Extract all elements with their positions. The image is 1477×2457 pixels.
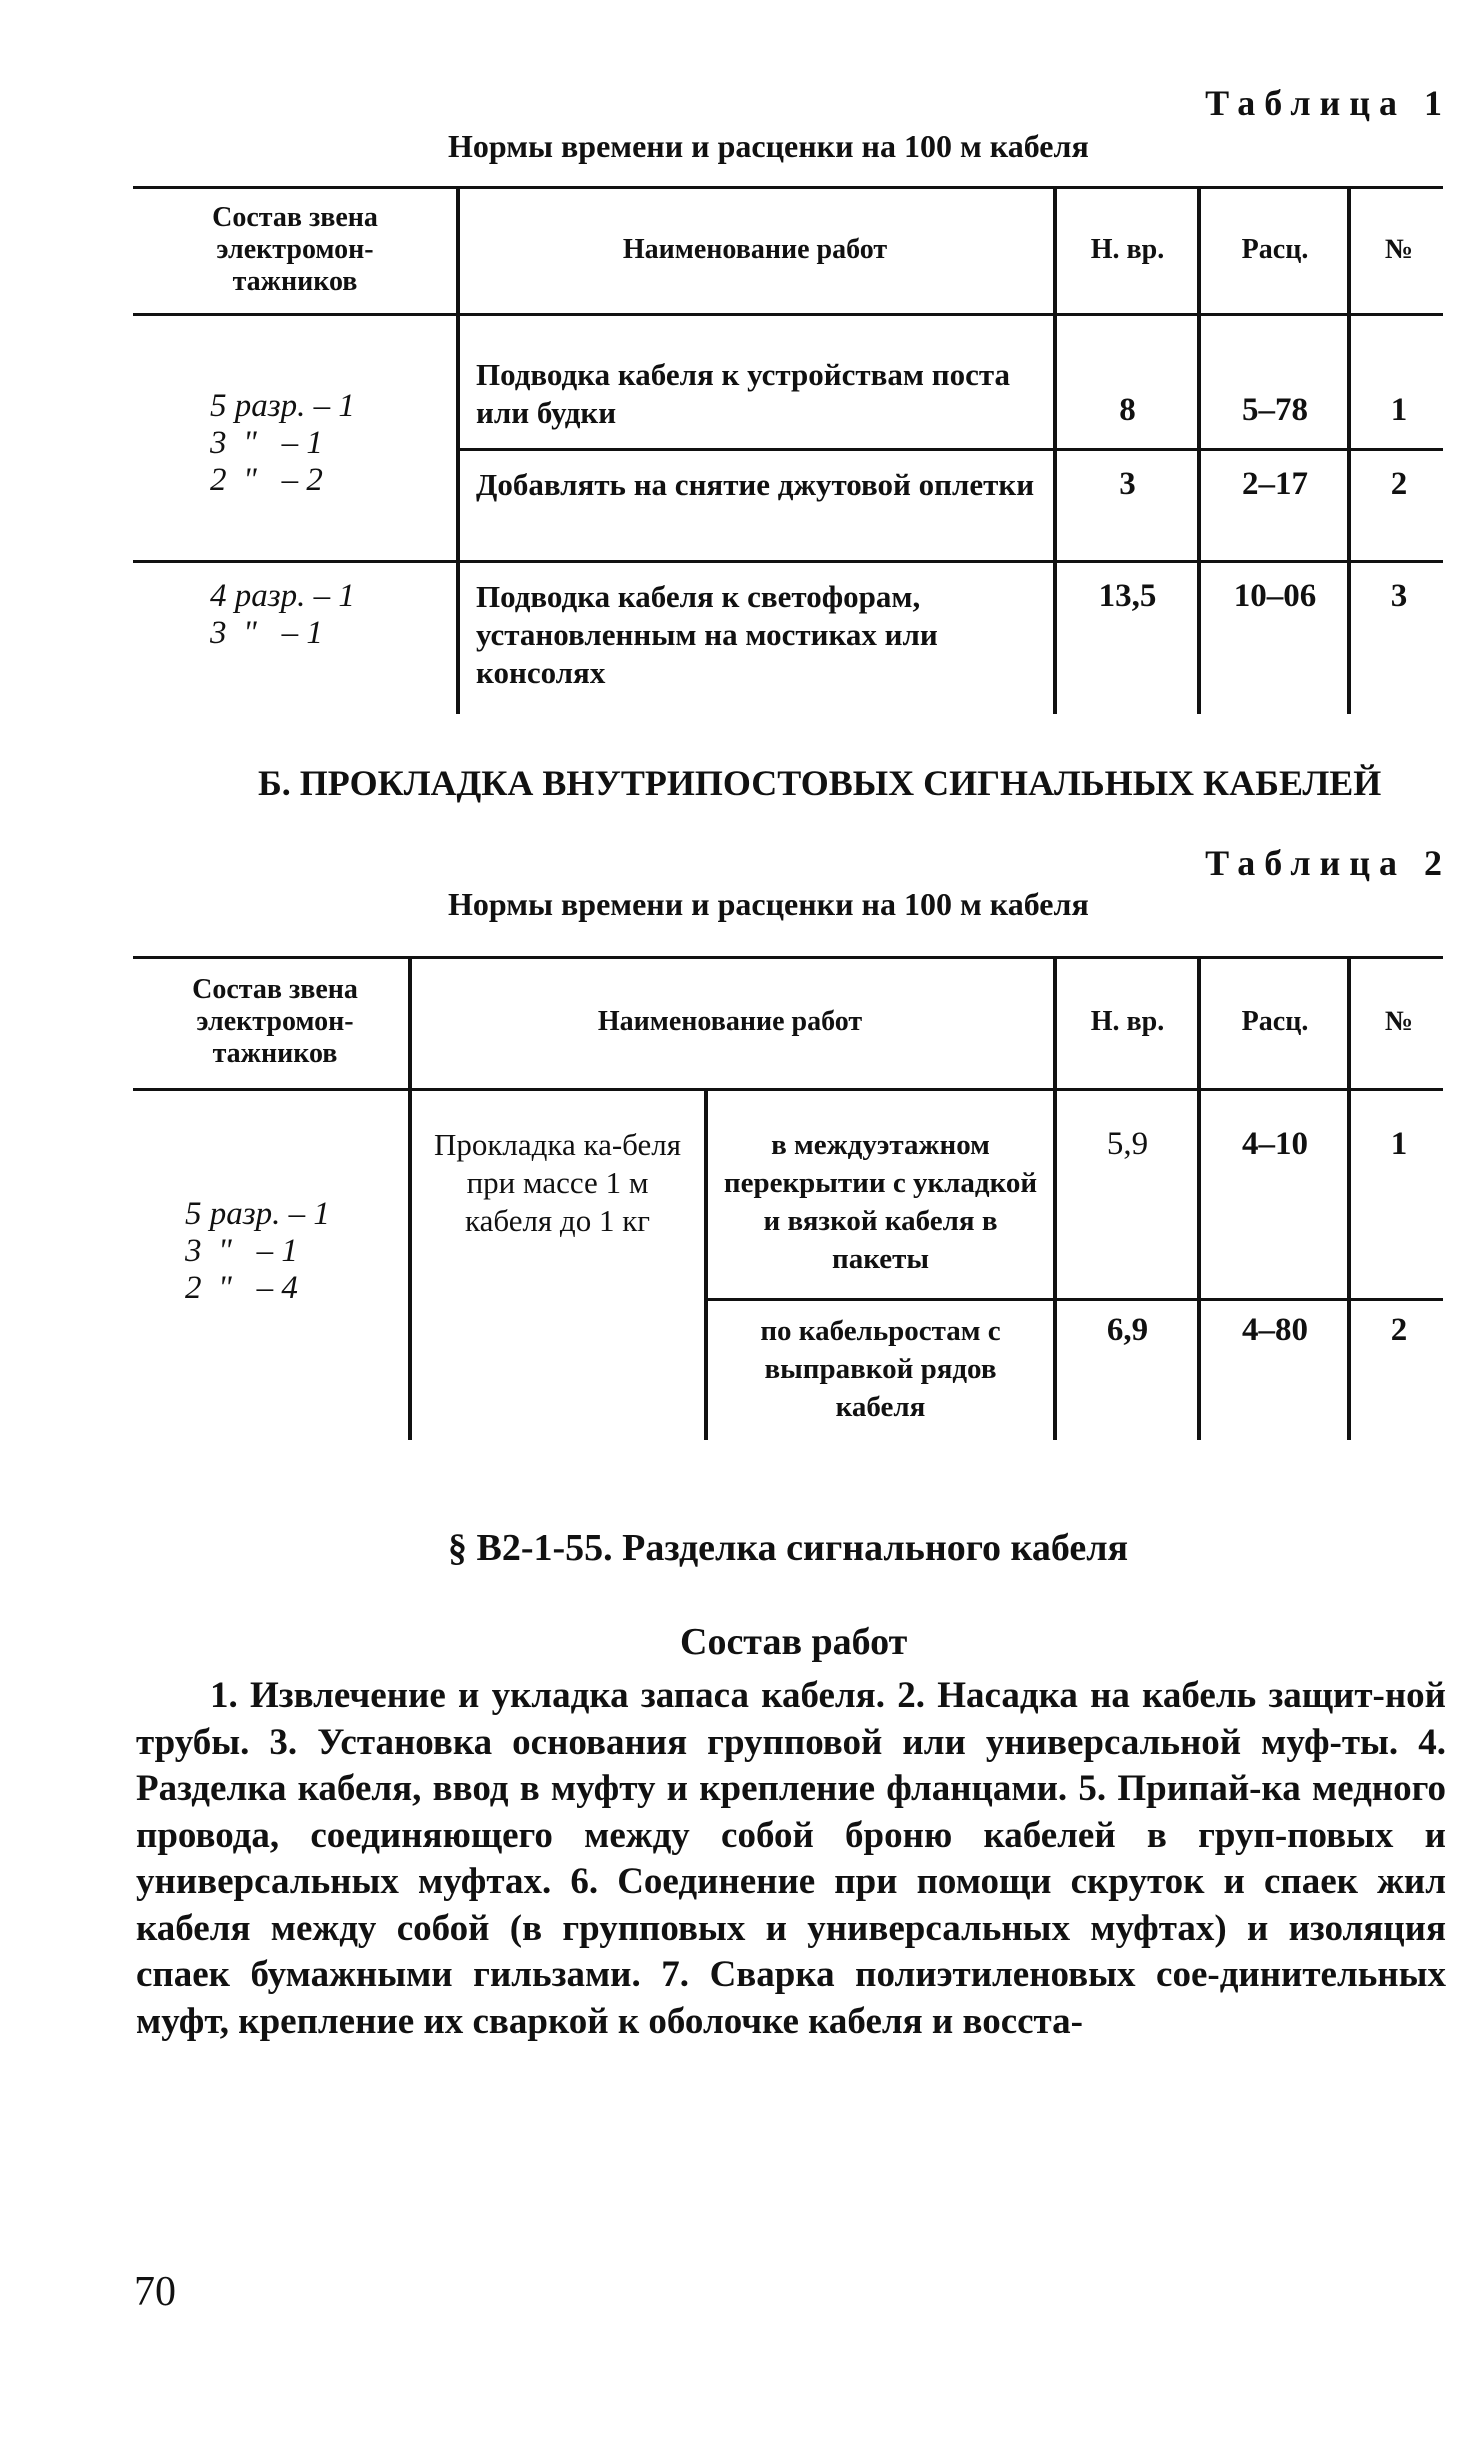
row-rate: 4–80 [1242,1312,1308,1348]
row-no: 3 [1390,578,1408,614]
row-norm: 6,9 [1106,1312,1149,1348]
header-work: Наименование работ [597,1006,863,1037]
crew-composition: 4 разр. – 1 3 " – 1 [210,578,355,651]
table-rule [1197,958,1201,1440]
work-composition-paragraph: 1. Извлечение и укладка запаса кабеля. 2. Насадка на кабель защит-ной трубы. 3. Установка основания групповой или универсальной муф-ты. 4. Разделка кабеля, ввод в муфту и крепление фланцами. 5. Припай-ка медного провода, соединяющего между собой броню кабелей в груп-повых и универсальных муфтах. 6. Соединение при помощи скруток и спаек жил кабеля между собой (в групповых и универсальных муфтах) и изоляция спаек бумажными гильзами. 7. Сварка полиэтиленовых сое-динительных муфт, крепление их сваркой к оболочке кабеля и восста- [136,1675,1446,2042]
crew-composition: 5 разр. – 1 3 " – 1 2 " – 2 [210,388,355,498]
row-no: 1 [1390,392,1408,428]
row-no: 2 [1390,1312,1408,1348]
header-work: Наименование работ [622,234,888,265]
row-norm: 8 [1119,392,1136,428]
table-2-label: Таблица 2 [1205,843,1451,883]
row-work: Добавлять на снятие джутовой оплетки [476,467,1035,502]
row-rate: 10–06 [1233,578,1317,614]
table-rule [133,560,1443,563]
header-rate: Расц. [1241,234,1309,265]
section-title: § В2-1-55. Разделка сигнального кабеля [448,1527,1129,1569]
crew-composition: 5 разр. – 1 3 " – 1 2 " – 4 [185,1196,330,1306]
table-rule [456,188,460,714]
row-rate: 5–78 [1242,392,1308,428]
table-rule [133,313,1443,316]
row-work: Подводка кабеля к светофорам, установленным на мостиках или консолях [476,579,938,690]
table-2-caption: Нормы времени и расценки на 100 м кабеля [448,886,1089,922]
header-no: № [1384,234,1414,265]
table-1-label: Таблица 1 [1205,83,1451,123]
table-rule [133,1088,1443,1091]
row-no: 2 [1390,466,1408,502]
table-rule [408,958,412,1440]
table-rule [458,448,1443,451]
header-norm: Н. вр. [1090,1006,1165,1037]
page-number: 70 [134,2269,176,2315]
row-no: 1 [1390,1126,1408,1162]
table-rule [706,1298,1443,1301]
table-rule [1197,188,1201,714]
table-rule [133,186,1443,189]
table-rule [1053,188,1057,714]
row-work: в междуэтажном перекрытии с укладкой и вязкой кабеля в пакеты [723,1129,1038,1275]
header-no: № [1384,1006,1414,1037]
row-norm: 13,5 [1098,578,1157,614]
row-rate: 4–10 [1242,1126,1308,1162]
row-work: Подводка кабеля к устройствам поста или будки [476,357,1010,430]
row-norm: 5,9 [1106,1126,1149,1162]
work-main: Прокладка ка-беля при массе 1 м кабеля до 1 кг [433,1127,682,1238]
row-rate: 2–17 [1242,466,1308,502]
row-norm: 3 [1119,466,1136,502]
table-rule [1347,958,1351,1440]
section-b-title: Б. ПРОКЛАДКА ВНУТРИПОСТОВЫХ СИГНАЛЬНЫХ КАБЕЛЕЙ [258,763,1382,803]
section-subtitle: Состав работ [680,1621,908,1663]
header-norm: Н. вр. [1090,234,1165,265]
header-crew: Состав звена электромон-тажников [212,202,378,297]
header-crew: Состав звена электромон-тажников [192,974,358,1069]
row-work: по кабельростам с выправкой рядов кабеля [760,1315,1001,1423]
table-rule [1053,958,1057,1440]
header-rate: Расц. [1241,1006,1309,1037]
table-rule [704,1090,708,1440]
table-1-caption: Нормы времени и расценки на 100 м кабеля [448,128,1089,164]
table-rule [133,956,1443,959]
table-rule [1347,188,1351,714]
